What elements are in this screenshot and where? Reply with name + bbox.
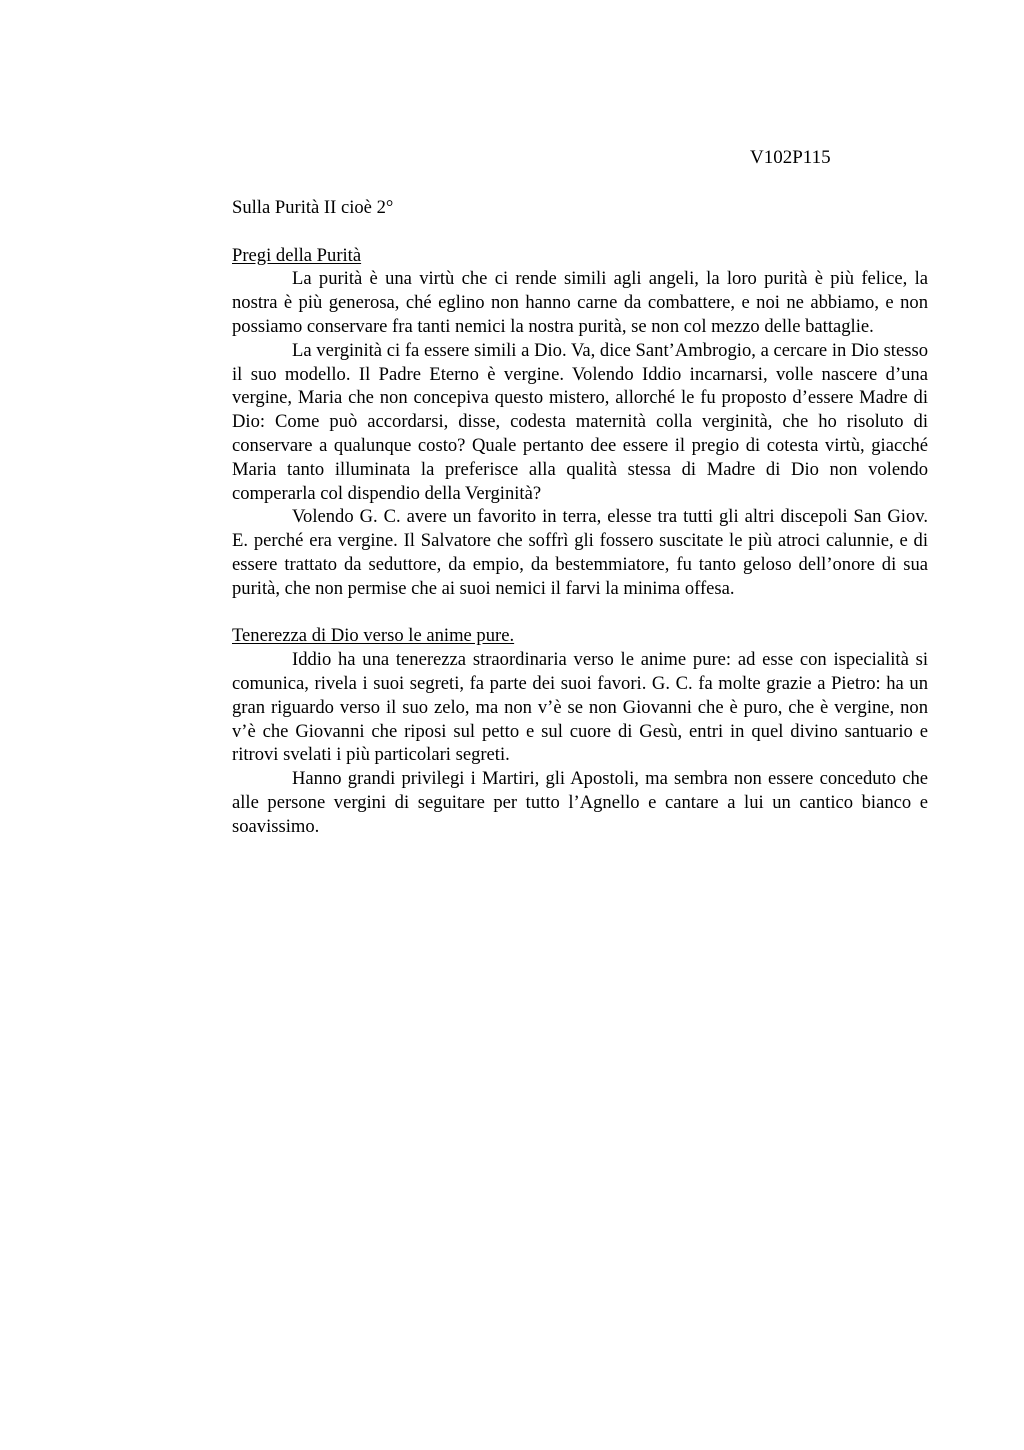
paragraph: La verginità ci fa essere simili a Dio. Va, dice Sant’Ambrogio, a cercare in Dio stesso il suo modello. Il Padre Eterno è vergine. Volendo Iddio incarnarsi, volle nascere d’una vergine, Maria che non concepiva questo mistero, allorché le fu proposto d’essere Madre di Dio: Come può accordarsi, disse, codesta maternità colla verginità, che ho risoluto di conservare a qualunque costo? Quale pertanto dee essere il pregio di cotesta virtù, giacché Maria tanto illuminata la preferisce alla qualità stessa di Madre di Dio non volendo comperarla col dispendio della Verginità? <box>232 339 928 504</box>
section-pregi-della-purita <box>232 244 928 601</box>
section-heading: Tenerezza di Dio verso le anime pure. <box>232 625 515 647</box>
document-body <box>232 196 928 839</box>
paragraph: Iddio ha una tenerezza straordinaria verso le anime pure: ad esse con ispecialità si comunica, rivela i suoi segreti, fa parte dei suoi favori. G. C. fa molte grazie a Pietro: ha un gran riguardo verso il suo zelo, ma non v’è se non Giovanni che è puro, che è vergine, non v’è che Giovanni che riposi sul petto e sul cuore di Gesù, entri in quel divino santuario e ritrovi svelati i più particolari segreti. <box>232 649 928 766</box>
paragraph: Hanno grandi privilegi i Martiri, gli Apostoli, ma sembra non essere conceduto che alle persone vergini di seguitare per tutto l’Agnello e cantare a lui un cantico bianco e soavissimo. <box>232 768 928 837</box>
document-title: Sulla Purità II cioè 2° <box>232 197 394 218</box>
blank-line <box>232 220 928 244</box>
blank-line <box>232 601 928 625</box>
paragraph: Volendo G. C. avere un favorito in terra, elesse tra tutti gli altri discepoli San Giov. E. perché era vergine. Il Salvatore che soffrì gli fossero suscitate le più atroci calunnie, e di essere trattato da seduttore, da empio, da bestemmiatore, fu tanto geloso dell’onore di sua purità, che non permise che ai suoi nemici il farvi la minima offesa. <box>232 506 928 599</box>
paragraph: La purità è una virtù che ci rende simili agli angeli, la loro purità è più felice, la nostra è più generosa, ché eglino non hanno carne da combattere, e noi ne abbiamo, e non possiamo conservare fra tanti nemici la nostra purità, se non col mezzo delle battaglie. <box>232 268 928 337</box>
section-heading: Pregi della Purità <box>232 244 362 266</box>
page-identifier: V102P115 <box>750 147 831 168</box>
section-tenerezza-di-dio <box>232 624 928 838</box>
